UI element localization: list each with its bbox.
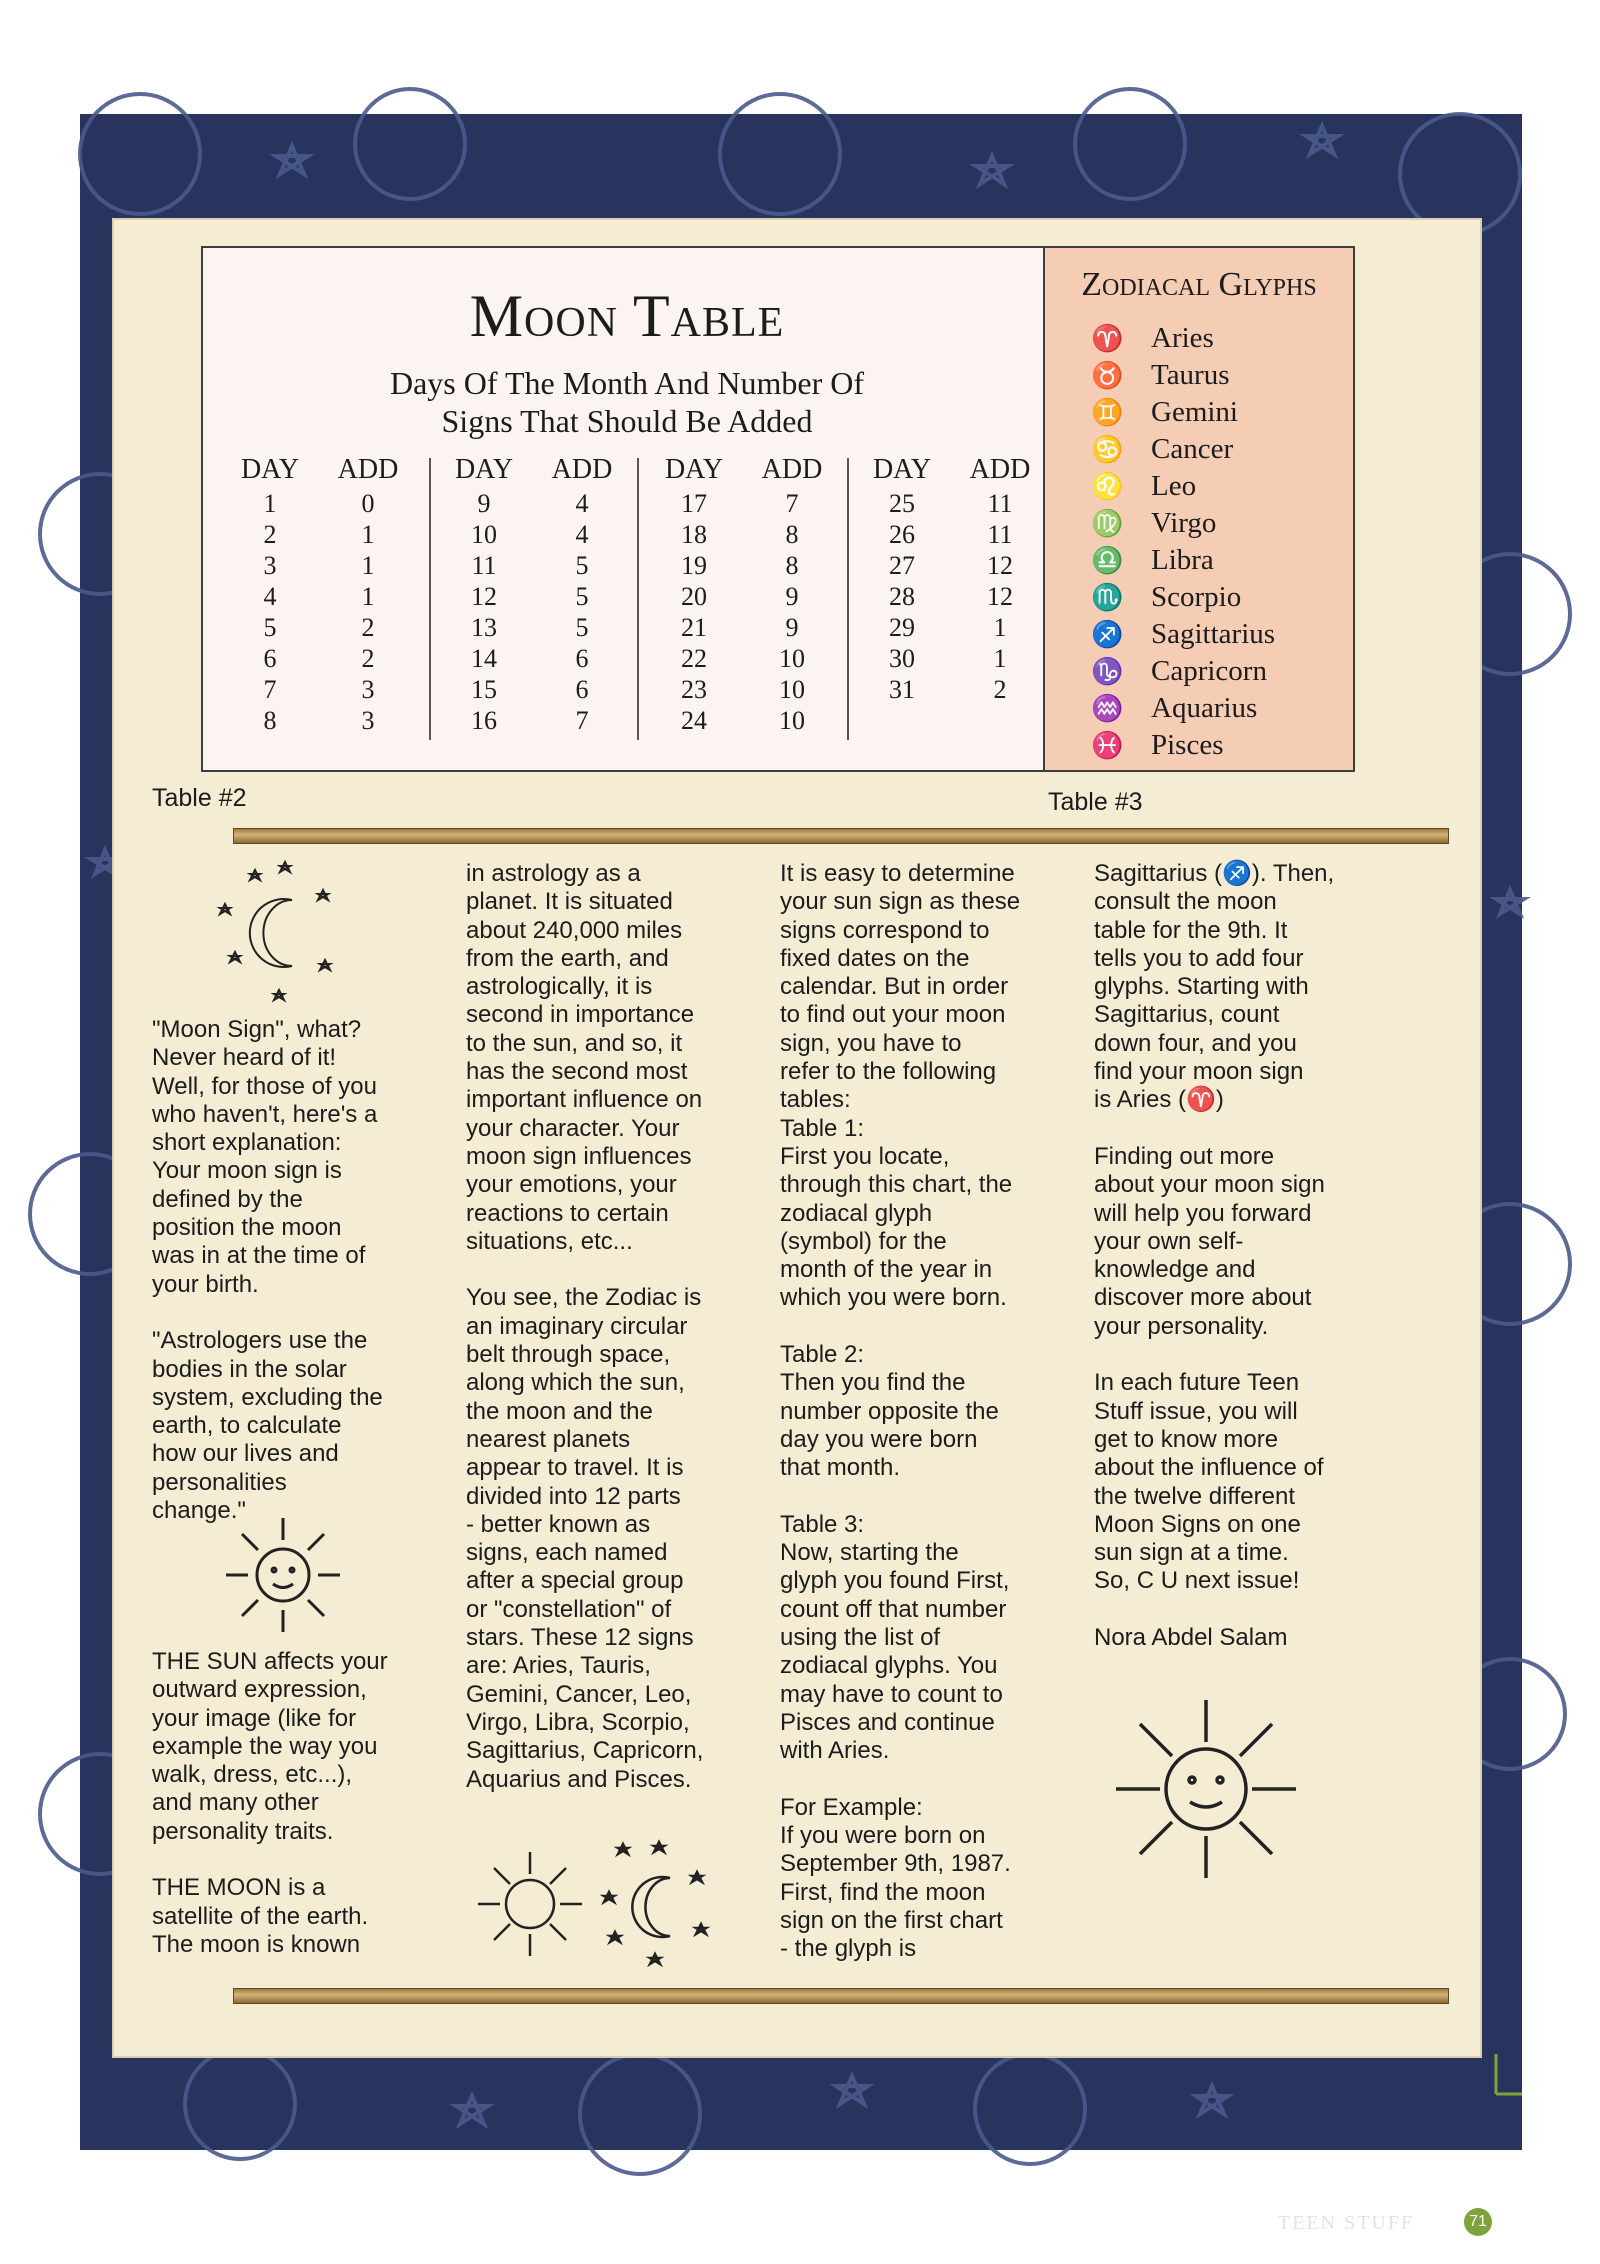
table-row: 11 5 [471,551,589,580]
table-row: 29 1 [889,613,1007,642]
table-row: 23 10 [681,675,805,704]
sagittarius-glyph: ♐ [1091,620,1124,649]
moon-table-box [201,246,1053,772]
aries-glyph: ♈ [1091,324,1124,353]
table-row: 2 1 [263,520,375,549]
gold-divider-top [233,828,1449,844]
gemini-glyph: ♊ [1091,398,1124,427]
list-item: ♒ Aquarius [1091,690,1275,727]
column-header-day: DAY [872,454,932,485]
large-sun-icon [1106,1694,1306,1884]
article-column-4: Sagittarius (♐). Then, consult the moon table for the 9th. It tells you to add four glyphs. Starting with Sagittarius, count down four, and you find your moon sign is Aries (♈) Finding out more about your moon sign will help you forward your own self- knowledge and discover more about your personality. In each future Teen Stuff issue, you will get to know more about the influence of the twelve different Moon Signs on one sun sign at a time. So, C U next issue! Nora Abdel Salam [1094,860,1335,1652]
gold-divider-bottom [233,1988,1449,2004]
table-row: 5 2 [263,613,375,642]
table-row: 31 2 [889,675,1007,704]
list-item: ♈ Aries [1091,320,1275,357]
column-header-day: DAY [240,454,300,485]
list-item: ♏ Scorpio [1091,579,1275,616]
sun-moon-stars-icon [470,1838,740,1968]
libra-glyph: ♎ [1091,546,1124,575]
table-row: 18 8 [681,520,799,549]
article-column-2: in astrology as a planet. It is situated about 240,000 miles from the earth, and astrologically, it is second in importance to the sun, and so, it has the second most important influence on your character. Your moon sign influences your emotions, your reactions to certain situations, etc... You see, the Zodiac is an imaginary circular belt through space, along which the sun, the moon and the nearest planets appear to travel. It is divided into 12 parts - better known as signs, each named after a special group or "constellation" of stars. These 12 signs are: Aries, Tauris, Gemini, Cancer, Leo, Virgo, Libra, Scorpio, Sagittarius, Capricorn, Aquarius and Pisces. [466,860,704,1793]
list-item: ♊ Gemini [1091,394,1275,431]
table-row: 4 1 [263,582,375,611]
table-row: 20 9 [681,582,799,611]
list-item: ♍ Virgo [1091,505,1275,542]
table-row: 22 10 [681,644,805,673]
moon-stars-icon [210,860,350,1010]
table-row: 25 11 [889,489,1013,518]
pisces-glyph: ♓ [1091,731,1124,760]
article-column-3: It is easy to determine your sun sign as these signs correspond to fixed dates on the calendar. But in order to find out your moon sign, you have to refer to the following tables: Table 1: First you locate, through this chart, the zodiacal glyph (symbol) for the month of the year in which you were born. Table 2: Then you find the number opposite the day you were born that month. Table 3: Now, starting the glyph you found First, count off that number using the list of zodiacal glyphs. You may have to count to Pisces and continue with Aries. For Example: If you were born on September 9th, 1987. First, find the moon sign on the first chart - the glyph is [780,860,1021,1963]
scorpio-glyph: ♏ [1091,583,1124,612]
zodiac-glyphs-title: Zodiacal Glyphs [1081,266,1317,303]
zodiac-sign-list [1091,320,1275,764]
zodiac-table-caption: Table #3 [1048,788,1143,816]
table-row: 14 6 [471,644,589,673]
column-header-day: DAY [454,454,514,485]
table-row: 7 3 [263,675,375,704]
column-divider [637,458,639,740]
table-row: 21 9 [681,613,799,642]
table-row: 1 0 [263,489,375,518]
moon-table-column-4 [853,454,1049,705]
column-header-add: ADD [337,454,399,485]
table-row: 26 11 [889,520,1013,549]
list-item: ♑ Capricorn [1091,653,1275,690]
list-item: ♓ Pisces [1091,727,1275,764]
moon-table-title: Moon Table [469,283,785,349]
list-item: ♋ Cancer [1091,431,1275,468]
page-number: 71 [1464,2208,1492,2236]
table-row: 19 8 [681,551,799,580]
list-item: ♌ Leo [1091,468,1275,505]
list-item: ♎ Libra [1091,542,1275,579]
article-column-1-bottom: THE SUN affects your outward expression, your image (like for example the way you walk, dress, etc...), and many other personality traits. THE MOON is a satellite of the earth. The moon is known [152,1648,388,1958]
table-row: 28 12 [889,582,1013,611]
table-row: 8 3 [263,706,375,735]
article-column-1-top: "Moon Sign", what? Never heard of it! Well, for those of you who haven't, here's a short explanation: Your moon sign is defined by the position the moon was in at the time of your birth. "Astrologers use the bodies in the solar system, excluding the earth, to calculate how our lives and personalities change." [152,1016,383,1525]
column-header-add: ADD [969,454,1031,485]
table-row: 27 12 [889,551,1013,580]
page-frame [80,114,1522,2234]
magazine-name: TEEN STUFF [1278,2212,1415,2234]
table-row: 24 10 [681,706,805,735]
table-row: 10 4 [471,520,589,549]
capricorn-glyph: ♑ [1091,657,1124,686]
zodiac-glyphs-box [1043,246,1355,772]
taurus-glyph: ♉ [1091,361,1124,390]
column-header-add: ADD [551,454,613,485]
column-divider [429,458,431,740]
column-header-add: ADD [761,454,823,485]
column-divider [847,458,849,740]
table-row: 3 1 [263,551,375,580]
aquarius-glyph: ♒ [1091,694,1124,723]
virgo-glyph: ♍ [1091,509,1124,538]
list-item: ♐ Sagittarius [1091,616,1275,653]
moon-table-column-1 [221,454,417,736]
sun-icon [218,1510,348,1640]
leo-glyph: ♌ [1091,472,1124,501]
moon-table-column-2 [435,454,631,736]
table-row: 30 1 [889,644,1007,673]
table-row: 12 5 [471,582,589,611]
moon-table-column-3 [645,454,841,736]
list-item: ♉ Taurus [1091,357,1275,394]
moon-table-subtitle: Days Of The Month And Number Of Signs That Should Be Added [389,365,864,439]
table-row: 9 4 [477,489,589,518]
table-row: 15 6 [471,675,589,704]
cancer-glyph: ♋ [1091,435,1124,464]
table-row: 17 7 [681,489,799,518]
column-header-day: DAY [664,454,724,485]
table-row: 16 7 [471,706,589,735]
table-row: 6 2 [263,644,375,673]
table-row: 13 5 [471,613,589,642]
corner-line-decoration [1476,2054,1522,2124]
moon-table-caption: Table #2 [152,784,247,812]
